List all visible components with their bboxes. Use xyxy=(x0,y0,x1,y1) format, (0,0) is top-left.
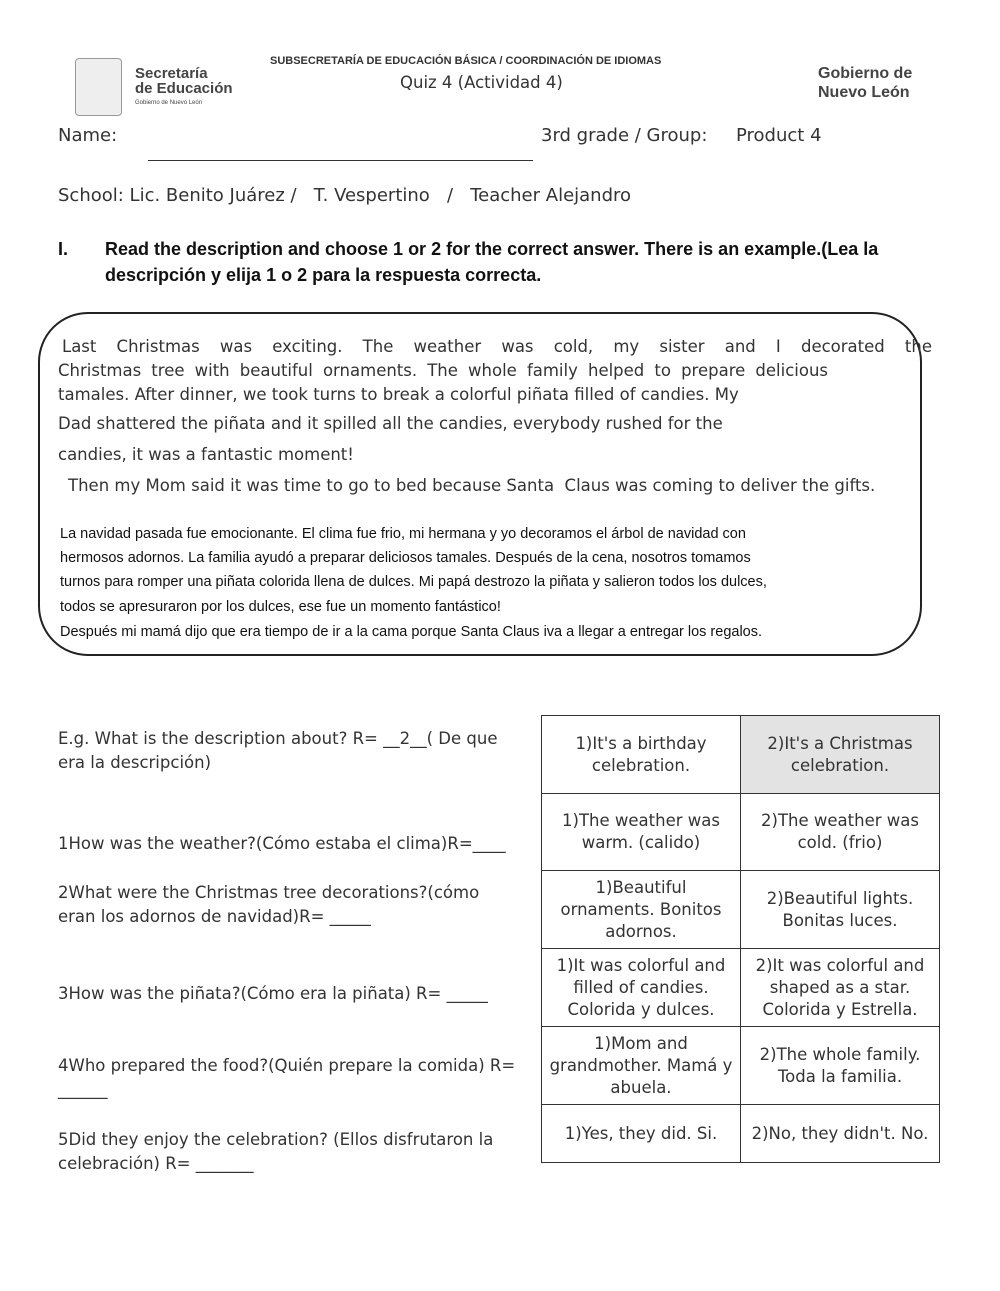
question-example: E.g. What is the description about? R= __2__( De que era la descripción) xyxy=(58,729,498,772)
option-1[interactable]: 1)It's a birthday celebration. xyxy=(542,716,741,794)
logo-line: Secretaría xyxy=(135,65,208,82)
option-1[interactable]: 1)The weather was warm. (calido) xyxy=(542,794,741,871)
option-2[interactable]: 2)It was colorful and shaped as a star. Colorida y Estrella. xyxy=(741,949,940,1027)
story-es-line: Después mi mamá dijo que era tiempo de ir a la cama porque Santa Claus iva a llegar a entregar los regalos. xyxy=(60,624,763,640)
table-row xyxy=(542,1105,940,1163)
story-es-line: turnos para romper una piñata colorida llena de dulces. Mi papá destrozo la piñata y salieron todos los dulces, xyxy=(60,574,767,590)
instruction-text: Read the description and choose 1 or 2 for the correct answer. There is an example.(Lea la descripción y elija 1 o 2 para la respuesta correcta. xyxy=(105,239,879,285)
option-1[interactable]: 1)It was colorful and filled of candies. Colorida y dulces. xyxy=(542,949,741,1027)
name-label: Name: xyxy=(58,125,118,146)
secretaria-logo xyxy=(135,66,233,111)
option-1[interactable]: 1)Yes, they did. Si. xyxy=(542,1105,741,1163)
product-label: Product 4 xyxy=(736,125,822,146)
question-5: 5Did they enjoy the celebration? (Ellos disfrutaron la celebración) R= _______ xyxy=(58,1130,494,1173)
logo-line: Gobierno de xyxy=(818,65,913,82)
option-2[interactable]: 2)The weather was cold. (frio) xyxy=(741,794,940,871)
school-line: School: Lic. Benito Juárez / T. Vespertino / Teacher Alejandro xyxy=(58,185,632,206)
logo-line: Nuevo León xyxy=(818,84,910,101)
story-es-line: La navidad pasada fue emocionante. El clima fue frio, mi hermana y yo decoramos el árbol de navidad con xyxy=(60,526,746,542)
instruction-number: I. xyxy=(58,239,69,259)
option-2[interactable]: 2)It's a Christmas celebration. xyxy=(741,716,940,794)
question-2: 2What were the Christmas tree decorations?(cómo eran los adornos de navidad)R= _____ xyxy=(58,883,480,926)
question-1: 1How was the weather?(Cómo estaba el clima)R=____ xyxy=(58,834,506,853)
story-line: Then my Mom said it was time to go to bed because Santa Claus was coming to deliver the gifts. xyxy=(68,476,876,495)
logo-line: Gobierno de Nuevo León xyxy=(135,100,203,106)
table-row xyxy=(542,1027,940,1105)
table-row xyxy=(542,871,940,949)
story-line: Last Christmas was exciting. The weather was cold, my sister and I decorated the xyxy=(62,337,932,356)
answer-options-table xyxy=(541,715,940,1163)
story-line: tamales. After dinner, we took turns to break a colorful piñata filled of candies. My xyxy=(58,385,739,404)
story-line: Christmas tree with beautiful ornaments. The whole family helped to prepare delicious xyxy=(58,361,828,380)
story-line: Dad shattered the piñata and it spilled all the candies, everybody rushed for the xyxy=(58,414,723,433)
header-subtitle: SUBSECRETARÍA DE EDUCACIÓN BÁSICA / COORDINACIÓN DE IDIOMAS xyxy=(270,55,662,67)
option-2[interactable]: 2)No, they didn't. No. xyxy=(741,1105,940,1163)
story-es-line: todos se apresuraron por los dulces, ese fue un momento fantástico! xyxy=(60,599,501,615)
logo-line: de Educación xyxy=(135,80,233,97)
option-1[interactable]: 1)Mom and grandmother. Mamá y abuela. xyxy=(542,1027,741,1105)
option-2[interactable]: 2)Beautiful lights. Bonitas luces. xyxy=(741,871,940,949)
table-row xyxy=(542,949,940,1027)
option-2[interactable]: 2)The whole family. Toda la familia. xyxy=(741,1027,940,1105)
story-line: candies, it was a fantastic moment! xyxy=(58,445,354,464)
story-es-line: hermosos adornos. La familia ayudó a preparar deliciosos tamales. Después de la cena, nosotros tomamos xyxy=(60,550,751,566)
quiz-title: Quiz 4 (Actividad 4) xyxy=(400,73,563,92)
option-1[interactable]: 1)Beautiful ornaments. Bonitos adornos. xyxy=(542,871,741,949)
table-row xyxy=(542,794,940,871)
name-line[interactable] xyxy=(148,160,533,161)
table-row xyxy=(542,716,940,794)
question-3: 3How was the piñata?(Cómo era la piñata) R= _____ xyxy=(58,984,488,1003)
gobierno-logo xyxy=(818,64,912,102)
coat-of-arms-logo xyxy=(75,58,122,116)
grade-group: 3rd grade / Group: xyxy=(541,125,708,146)
question-4: 4Who prepared the food?(Quién prepare la comida) R= ______ xyxy=(58,1056,516,1099)
